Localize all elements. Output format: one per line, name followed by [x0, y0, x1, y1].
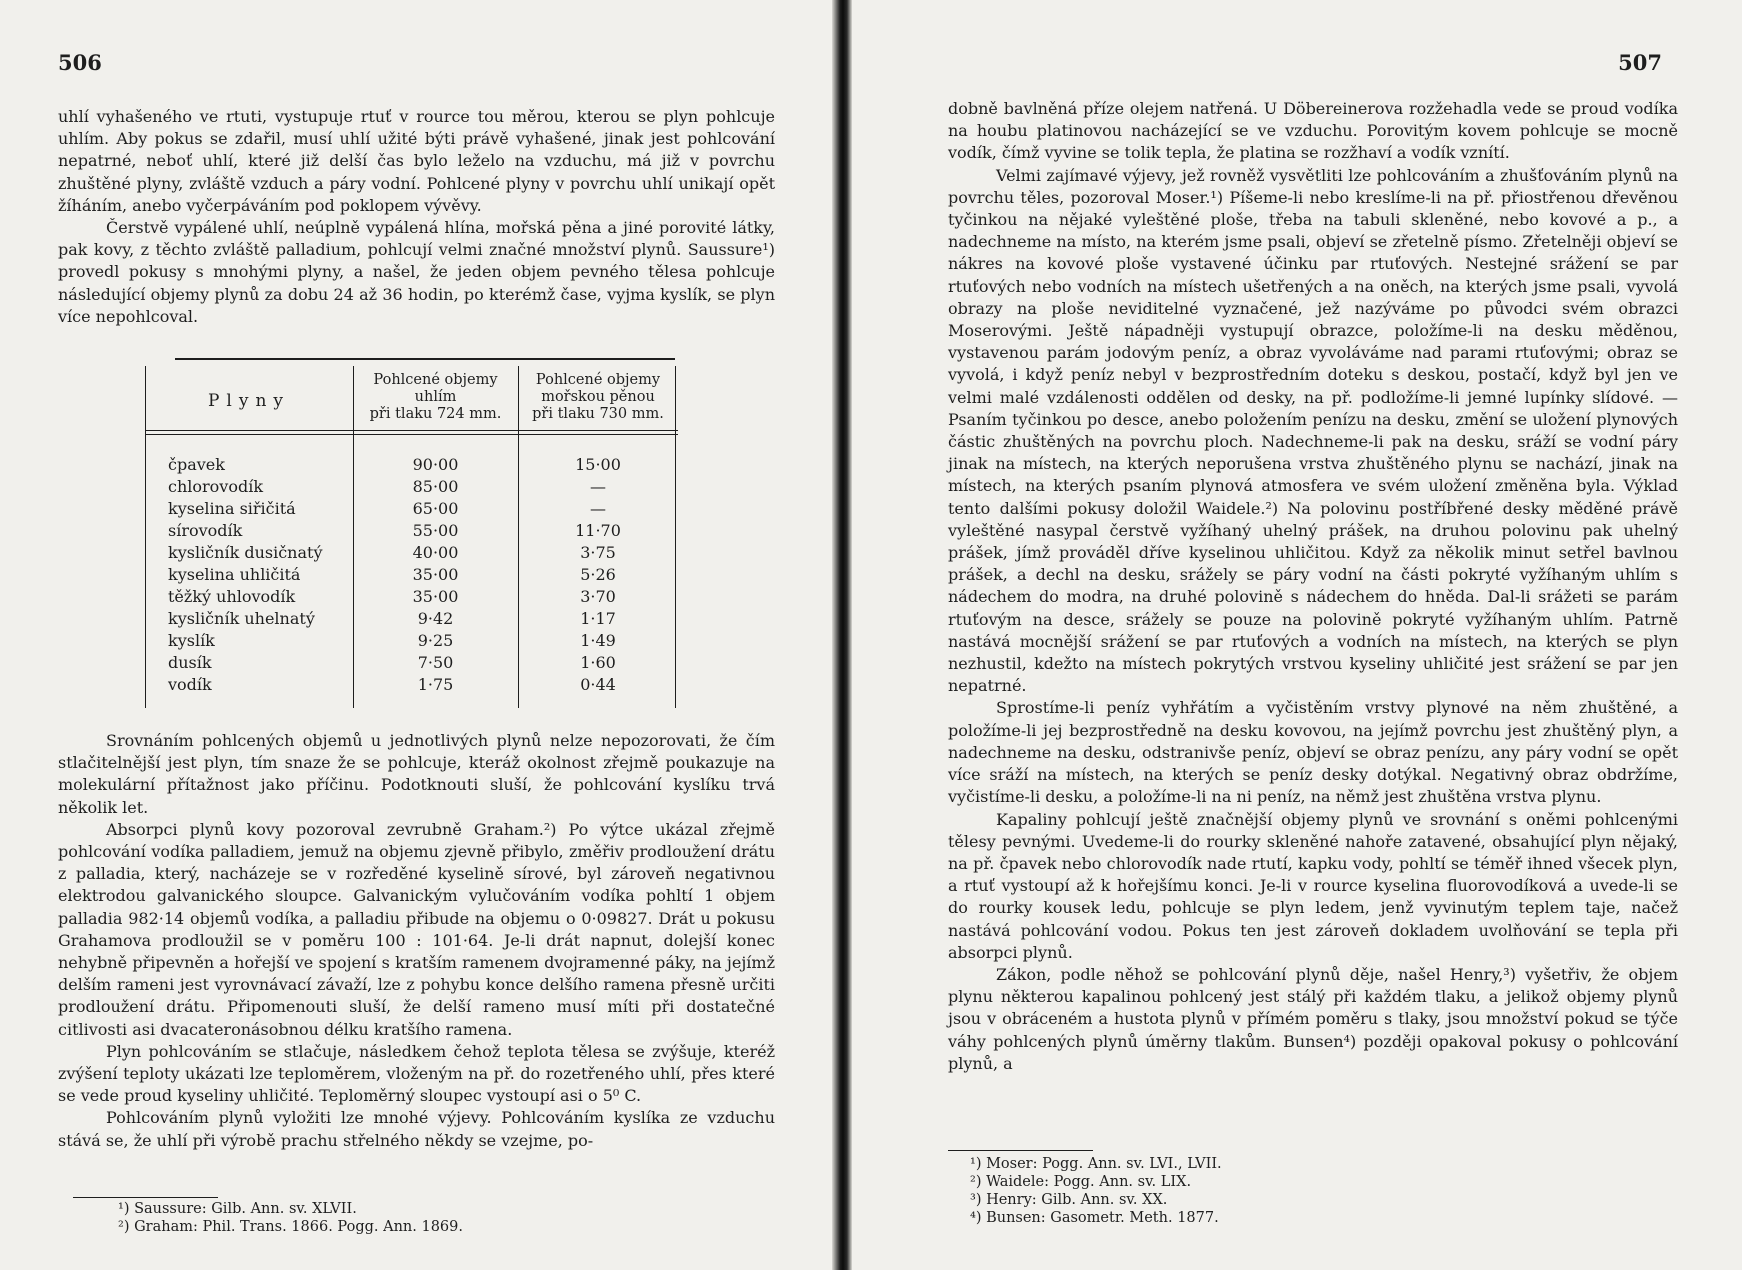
gas-name-cell: kysličník uhelnatý [168, 609, 315, 628]
paragraph: Velmi zajímavé výjevy, jež rovněž vysvětliti lze pohlcováním a zhušťováním plynů na povrchu těles, pozoroval Moser.¹) Píšeme-li nebo kreslíme-li na př. přiostřenou dřevěnou tyčinkou na nějaké vyleštěné ploše, třeba na tabuli skleněné, nebo kovové a p., a nadechneme na místo, na kterém jsme psali, objeví se zřetelně písmo. Zřetelněji objeví se nákres na kovové ploše vystavené účinku par rtuťových. Nestejné srážení se par rtuťových nebo vodních na místech ušetřených a na oněch, na kterých jsme psali, vyvolá obrazy na ploše neviditelné vyznačené, jež nazýváme po původci svém obrazci Moserovými. Ještě nápadněji vystupují obrazce, položíme-li na desku měděnou, vystavenou parám jodovým peníz, a obraz vyvoláváme nad parami rtuťovými; obraz se vyvolá, i když peníz nebyl v bezprostředním doteku s deskou, postačí, když byl jen ve velmi malé vzdálenosti oddělen od desky, na př. podložíme-li jemné lupínky slídové. — Psaním tyčinkou po desce, anebo položením penízu na desku, změní se uložení plynových částic zhuštěných na povrchu ploch. Nadechneme-li pak na desku, sráží se vodní páry jinak na místech, na kterých neporušena vrstva zhuštěného plynu se nachází, jinak na místech, na kterých psaním plynová atmosfera ve svém uložení změněna byla. Výklad tento dalšími pokusy doložil Waidele.²) Na polovinu postříbřené desky měděné právě vyleštěné nasypal čerstvě vyžíhaný uhelný prášek, na druhou polovinu pak uhelný prášek, jímž prováděl dříve kyselinou uhličitou. Když za několik minut setřel bavlnou prášek, a dechl na desku, srážely se páry vodní na části pokryté vyžíhaným uhlím s nádechem do modra, na druhé polovině s nádechem do hněda. Dal-li srážeti se parám rtuťovým na desce, srážely se pouze na polovině pokryté vyžíhaným uhlím. Patrně nastává mocnější srážení se par rtuťových a vodních na místech, na kterých se plyn nezhustil, kdežto na místech pokrytých vrstvou kyseliny uhličité jest srážení se par jen nepatrné. [948, 165, 1678, 696]
meerschaum-value-cell: 0·44 [580, 675, 616, 694]
meerschaum-value-cell: 1·60 [580, 653, 616, 672]
charcoal-value-cell: 9·25 [417, 631, 454, 650]
table-row [145, 565, 678, 587]
charcoal-value-cell: 55·00 [412, 521, 459, 540]
charcoal-value-cell: 90·00 [412, 455, 459, 474]
footnote: ²) Waidele: Pogg. Ann. sv. LIX. [970, 1174, 1192, 1190]
charcoal-value-cell: 35·00 [412, 565, 459, 584]
book-gutter [832, 0, 852, 1270]
charcoal-value-cell: 35·00 [412, 587, 459, 606]
paragraph: Plyn pohlcováním se stlačuje, následkem čehož teplota tělesa se zvýšuje, kteréž zvýšení teploty ukázati lze teploměrem, vloženým na př. do rozetřeného uhlí, přes které se vede proud kyseliny uhličité. Teploměrný sloupec vystoupí asi o 5⁰ C. [58, 1041, 775, 1106]
footnote: ¹) Saussure: Gilb. Ann. sv. XLVII. [118, 1201, 357, 1217]
paragraph: Čerstvě vypálené uhlí, neúplně vypálená hlína, mořská pěna a jiné porovité látky, pak kovy, z těchto zvláště palladium, pohlcují velmi značné množství plynů. Saussure¹) provedl pokusy s mnohými plyny, a našel, že jeden objem pevného tělesa pohlcuje následující objemy plynů za dobu 24 až 36 hodin, po kterémž čase, vyjma kyslík, se plyn více nepohlcoval. [58, 218, 775, 326]
meerschaum-value-cell: 1·17 [580, 609, 616, 628]
table-row [145, 543, 678, 565]
gas-name-cell: kyselina uhličitá [168, 565, 301, 584]
meerschaum-value-cell: 1·49 [580, 631, 616, 650]
table-row [145, 499, 678, 521]
charcoal-value-cell: 7·50 [417, 653, 454, 672]
column-header-charcoal: Pohlcené objemy uhlím při tlaku 724 mm. [369, 372, 502, 422]
table-body [145, 455, 678, 697]
footnote: ²) Graham: Phil. Trans. 1866. Pogg. Ann. 1869. [118, 1219, 463, 1235]
gas-name-cell: kyselina siřičitá [168, 499, 296, 518]
charcoal-value-cell: 9·42 [417, 609, 454, 628]
table-row [145, 609, 678, 631]
gas-name-cell: kysličník dusičnatý [168, 543, 323, 562]
table-row [145, 521, 678, 543]
gas-name-cell: kyslík [168, 631, 215, 650]
paragraph: Absorpci plynů kovy pozoroval zevrubně Graham.²) Po výtce ukázal zřejmě pohlcování vodíka palladiem, jemuž na objemu zjevně přibylo, změřiv prodloužení drátu z palladia, který, nacházeje se v rozředěné kyselině sírové, byl zároveň negativnou elektrodou galvanického sloupce. Galvanickým vylučováním vodíka pohltí 1 objem palladia 982·14 objemů vodíka, a palladiu přibude na objemu o 0·09827. Drát u pokusu Grahamova prodloužil se v poměru 100 : 101·64. Je-li drát napnut, dolejší konec nehybně připevněn a hořejší ve spojení s kratším ramenem dvojramenné páky, na jejímž delším rameni jest vyrovnávací závaží, lze z pohybu konce delšího ramena přesně určiti prodloužení drátu. Připomenouti sluší, že delší rameno musí míti při dostatečné citlivosti asi dvacateronásobnou délku kratšího ramena. [58, 819, 775, 1039]
footnote-rule [948, 1150, 1093, 1151]
meerschaum-value-cell: 11·70 [575, 521, 621, 540]
gas-name-cell: těžký uhlovodík [168, 587, 296, 606]
footnote: ¹) Moser: Pogg. Ann. sv. LVI., LVII. [970, 1156, 1222, 1172]
paragraph-block [58, 730, 775, 1152]
gas-name-cell: sírovodík [168, 521, 243, 540]
paragraph: Sprostíme-li peníz vyhřátím a vyčistěním vrstvy plynové na něm zhuštěné, a položíme-li jej bezprostředně na desku kovovou, na jejímž povrchu jest zhuštěný plyn, a nadechneme na desku, odstranivše peníz, objeví se obraz penízu, any páry vodní se opět více sráží na místech, na kterých se peníz desky dotýkal. Negativný obraz obdržíme, vyčistíme-li desku, a položíme-li na ni peníz, na němž jest zhuštěna vrstva plynu. [948, 698, 1678, 807]
meerschaum-value-cell: — [590, 477, 606, 496]
charcoal-value-cell: 40·00 [412, 543, 459, 562]
paragraph: Srovnáním pohlcených objemů u jednotlivých plynů nelze nepozorovati, že čím stlačitelnější jest plyn, tím snaze že se pohlcuje, kteráž okolnost zřejmě poukazuje na molekulární přítažnost jako příčinu. Podotknouti sluší, že pohlcování kyslíku trvá několik let. [58, 731, 775, 817]
paragraph: dobně bavlněná příze olejem natřená. U Döbereinerova rozžehadla vede se proud vodíka na houbu platinovou nacházející se ve vzduchu. Porovitým kovem pohlcuje se mocně vodík, čímž vyvine se tolik tepla, že platina se rozžhaví a vodík vznítí. [948, 99, 1678, 163]
gas-name-cell: dusík [168, 653, 212, 672]
table-header-rule [145, 430, 678, 431]
page-number: 506 [58, 50, 102, 75]
charcoal-value-cell: 85·00 [412, 477, 459, 496]
column-header-meerschaum: Pohlcené objemy mořskou pěnou při tlaku 730 mm. [532, 372, 664, 422]
table-row [145, 631, 678, 653]
footnote: ⁴) Bunsen: Gasometr. Meth. 1877. [970, 1210, 1219, 1226]
table-row [145, 675, 678, 697]
table-row [145, 455, 678, 477]
absorption-table [145, 358, 678, 714]
paragraph-block [948, 98, 1678, 1075]
meerschaum-value-cell: 15·00 [575, 455, 621, 474]
meerschaum-value-cell: 5·26 [580, 565, 616, 584]
table-row [145, 477, 678, 499]
column-header-gases: Plyny [207, 391, 291, 411]
table-header-rule [145, 434, 678, 435]
footnotes [118, 1200, 463, 1236]
page-number: 507 [1618, 50, 1662, 75]
meerschaum-value-cell: — [590, 499, 606, 518]
gas-name-cell: čpavek [168, 455, 225, 474]
right-page [852, 0, 1742, 1270]
footnote-rule [73, 1197, 218, 1198]
footnote: ³) Henry: Gilb. Ann. sv. XX. [970, 1192, 1168, 1208]
footnotes [970, 1155, 1222, 1227]
table-row [145, 653, 678, 675]
table-row [145, 587, 678, 609]
paragraph: Zákon, podle něhož se pohlcování plynů děje, našel Henry,³) vyšetřiv, že objem plynu některou kapalinou pohlcený jest stálý při každém tlaku, a jelikož objemy plynů jsou v obráceném a hustota plynů v přímém poměru s tlaky, jsou množství pokud se týče váhy pohlcených plynů úměrny tlakům. Bunsen⁴) později opakoval pokusy o pohlcování plynů, a [948, 964, 1678, 1073]
table-top-rule [175, 358, 675, 360]
gas-name-cell: chlorovodík [168, 477, 264, 496]
left-page [0, 0, 832, 1270]
paragraph: uhlí vyhašeného ve rtuti, vystupuje rtuť v rource tou měrou, kterou se plyn pohlcuje uhlím. Aby pokus se zdařil, musí uhlí užité býti právě vyhašené, jinak jest pohlcování nepatrné, neboť uhlí, které již delší čas bylo leželo na vzduchu, má již v povrchu zhuštěné plyny, zvláště vzduch a páry vodní. Pohlcené plyny v povrchu uhlí unikají opět žíháním, anebo vyčerpáváním pod poklopem vývěvy. [58, 107, 775, 215]
gas-name-cell: vodík [168, 675, 212, 694]
paragraph: Pohlcováním plynů vyložiti lze mnohé výjevy. Pohlcováním kyslíka ze vzduchu stává se, že uhlí při výrobě prachu střelného někdy se vzejme, po- [58, 1108, 775, 1150]
meerschaum-value-cell: 3·75 [580, 543, 616, 562]
charcoal-value-cell: 65·00 [412, 499, 459, 518]
meerschaum-value-cell: 3·70 [580, 587, 616, 606]
paragraph: Kapaliny pohlcují ještě značnější objemy plynů ve srovnání s oněmi pohlcenými tělesy pevnými. Uvedeme-li do rourky skleněné nahoře zatavené, obsahující plyn nějaký, na př. čpavek nebo chlorovodík nade rtutí, kapku vody, pohltí se téměř ihned všecek plyn, a rtuť vystoupí až k hořejšímu konci. Je-li v rource kyselina fluorovodíková a uvede-li se do rourky kousek ledu, pohlcuje se plyn ledem, jenž vyvinutým teplem taje, načež nastává pohlcování vodou. Pokus ten jest zároveň dokladem uvolňování se tepla při absorpci plynů. [948, 809, 1678, 962]
paragraph-block [58, 106, 775, 328]
charcoal-value-cell: 1·75 [417, 675, 454, 694]
